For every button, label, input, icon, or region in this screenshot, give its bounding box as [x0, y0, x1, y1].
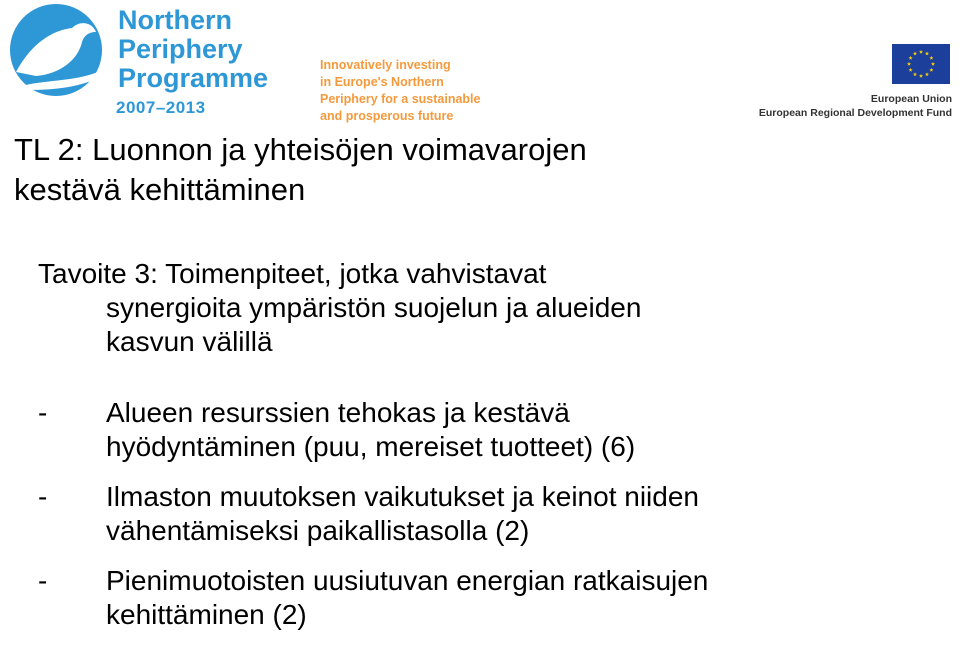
goal-line: Tavoite 3: Toimenpiteet, jotka vahvistavat	[38, 258, 547, 289]
list-dash: -	[38, 397, 48, 428]
programme-tagline: Innovatively investing in Europe's Northern Periphery for a sustainable and prosperous future	[320, 58, 481, 123]
list-item: - Ilmaston muutoksen vaikutukset ja keinot niiden vähentämiseksi paikallistasolla (2)	[38, 481, 699, 546]
programme-years: 2007–2013	[116, 98, 206, 117]
goal-line: kasvun välillä	[106, 326, 273, 357]
eu-logo	[756, 44, 956, 124]
eu-label: European Union European Regional Development Fund	[758, 93, 952, 119]
programme-name: Northern Periphery Programme	[118, 5, 269, 93]
goal-line: synergioita ympäristön suojelun ja alueiden	[106, 292, 642, 323]
northern-periphery-logo	[0, 0, 300, 125]
measure-list	[38, 396, 708, 648]
goal-paragraph	[38, 257, 641, 359]
title-line: TL 2: Luonnon ja yhteisöjen voimavarojen	[14, 132, 587, 167]
title-line: kestävä kehittäminen	[14, 172, 306, 207]
list-dash: -	[38, 565, 48, 596]
slide-title	[14, 130, 587, 210]
bird-emblem-icon	[2, 2, 110, 98]
list-item: - Alueen resurssien tehokas ja kestävä hyödyntäminen (puu, mereiset tuotteet) (6)	[38, 397, 636, 462]
list-dash: -	[38, 481, 48, 512]
eu-flag-icon	[892, 44, 950, 84]
list-item: - Pienimuotoisten uusiutuvan energian ratkaisujen kehittäminen (2)	[38, 565, 709, 630]
